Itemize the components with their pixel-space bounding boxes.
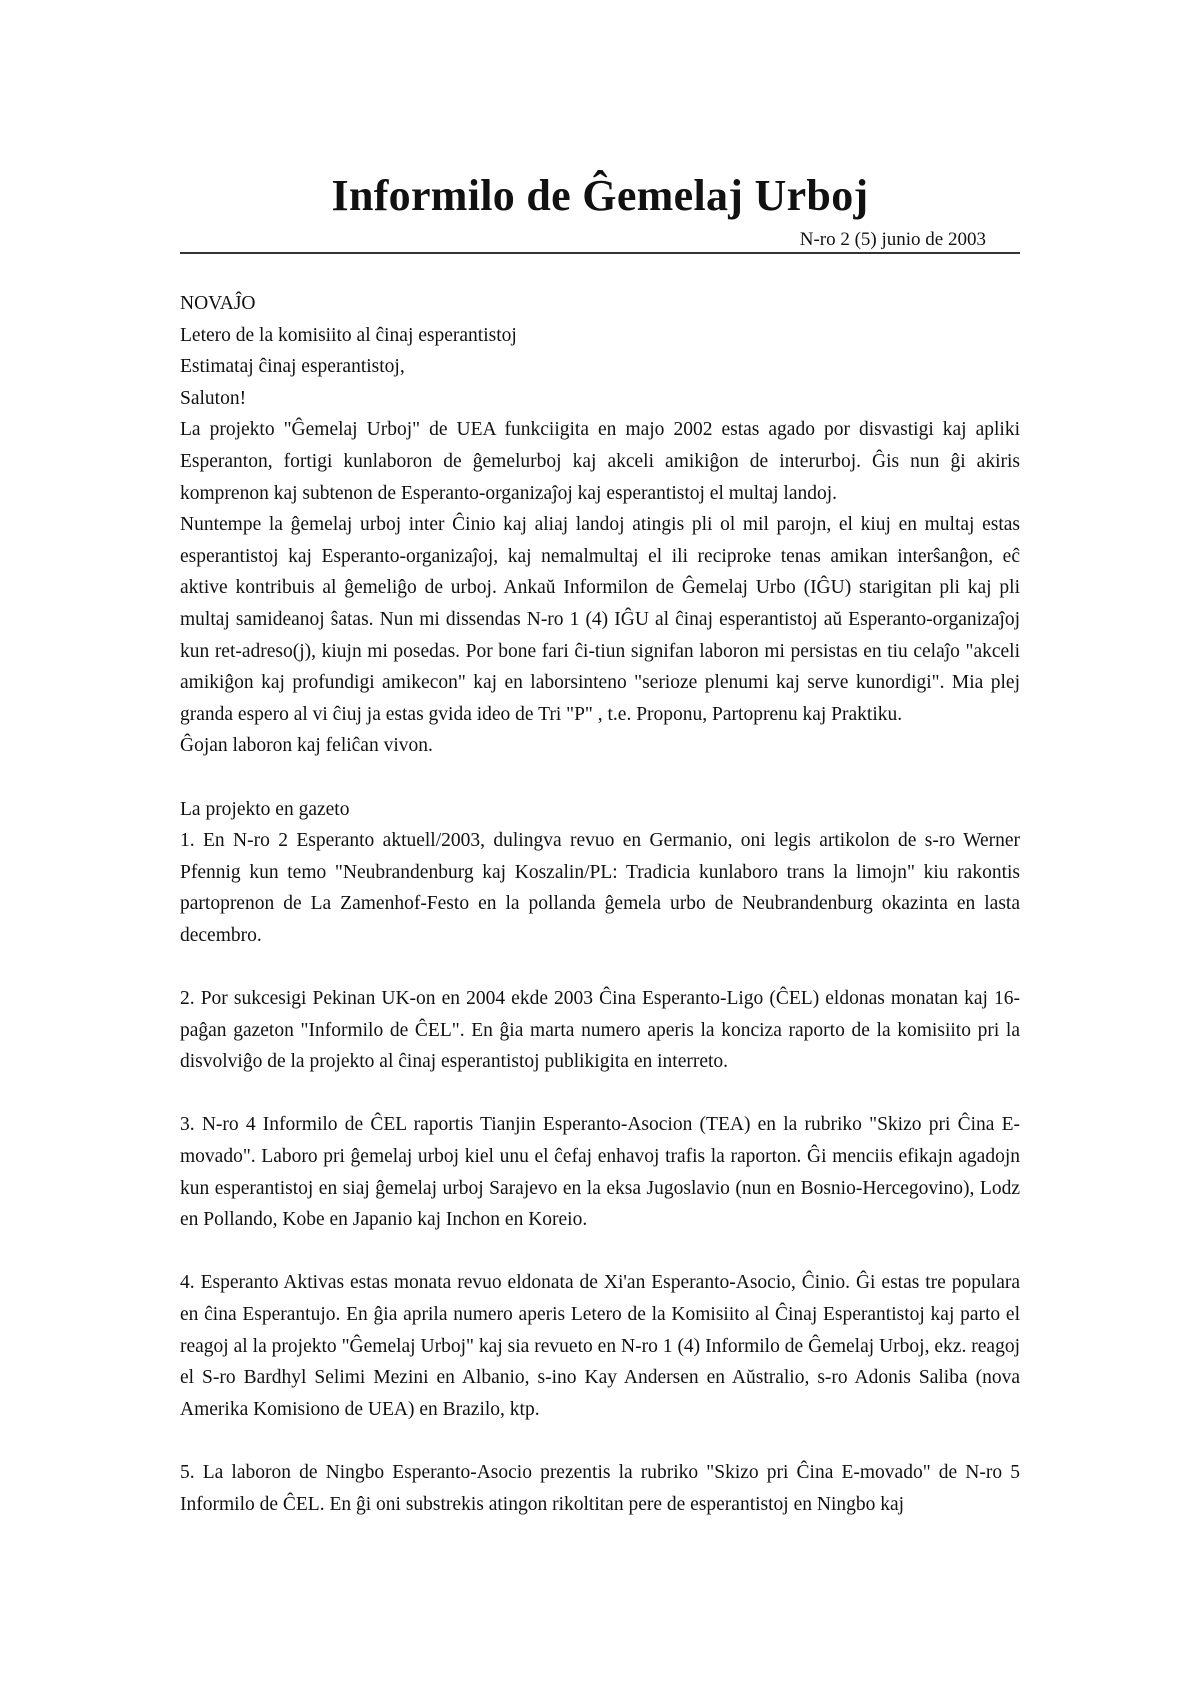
spacer (180, 1236, 1020, 1268)
spacer (180, 762, 1020, 794)
issue-info: N-ro 2 (5) junio de 2003 (799, 229, 986, 250)
letter-title: Letero de la komisiito al ĉinaj esperantistoj (180, 324, 517, 346)
section-heading: NOVAĴO (180, 293, 256, 314)
paragraph-2: Nuntempe la ĝemelaj urboj inter Ĉinio kaj aliaj landoj atingis pli ol mil parojn, el kiuj en multaj estas esperantistoj kaj Esperanto-organizaĵoj, kaj nemalmultaj el ili reciproke tenas amikan interŝanĝon, eĉ aktive kontribuis al ĝemeliĝo de urboj. Ankaŭ Informilon de Ĝemelaj Urbo (IĜU) starigitan pli kaj pli multaj samideanoj ŝatas. Nun mi dissendas N-ro 1 (4) IĜU al ĉinaj esperantistoj aŭ Esperanto-organizaĵoj kun ret-adreso(j), kiujn mi posedas. Por bone fari ĉi-tiun signifan laboron mi persistas en tiu celaĵo "akceli amikiĝon kaj profundigi amikecon" kaj en laborsinteno "serioze plenumi kaj serve kunordigi". Mia plej granda espero al vi ĉiuj ja estas gvida ideo de Tri "P" , t.e. Proponu, Partoprenu kaj Praktiku. (180, 514, 1020, 725)
press-heading: La projekto en gazeto (180, 798, 350, 820)
press-item-3: 3. N-ro 4 Informilo de ĈEL raportis Tianjin Esperanto-Asocion (TEA) en la rubriko "Skizo pri Ĉina E-movado". Laboro pri ĝemelaj urboj kiel unu el ĉefaj enhavoj trafis la raporton. Ĝi menciis efikajn agadojn kun esperantistoj en siaj ĝemelaj urboj Sarajevo en la eksa Jugoslavio (nun en Bosnio-Hercegovino), Lodz en Pollando, Kobe en Japanio kaj Inchon en Koreio. (180, 1114, 1020, 1231)
salutation: Estimataj ĉinaj esperantistoj, (180, 356, 405, 378)
press-item-2: 2. Por sukcesigi Pekinan UK-on en 2004 ekde 2003 Ĉina Esperanto-Ligo (ĈEL) eldonas monatan kaj 16-paĝan gazeton "Informilo de ĈEL". En ĝia marta numero aperis la konciza raporto de la komisiito pri la disvolviĝo de la projekto al ĉinaj esperantistoj publikigita en interreto. (180, 988, 1020, 1073)
header-rule (180, 252, 1020, 254)
page-title: Informilo de Ĝemelaj Urboj (331, 171, 869, 220)
spacer (180, 1078, 1020, 1110)
press-item-1: 1. En N-ro 2 Esperanto aktuell/2003, dulingva revuo en Germanio, oni legis artikolon de s-ro Werner Pfennig kun temo "Neubrandenburg kaj Koszalin/PL: Tradicia kunlaboro trans la limojn" kiu rakontis partoprenon de La Zamenhof-Festo en la pollanda ĝemela urbo de Neubrandenburg okazinta en lasta decembro. (180, 830, 1020, 946)
closing-line: Ĝojan laboron kaj feliĉan vivon. (180, 735, 433, 757)
greeting: Saluton! (180, 387, 247, 409)
document-body (180, 288, 1020, 1520)
spacer (180, 951, 1020, 983)
press-item-4: 4. Esperanto Aktivas estas monata revuo eldonata de Xi'an Esperanto-Asocio, Ĉinio. Ĝi estas tre populara en ĉina Esperantujo. En ĝia aprila numero aperis Letero de la Komisiito al Ĉinaj Esperantistoj kaj parto el reagoj al la projekto "Ĝemelaj Urboj" kaj sia revueto en N-ro 1 (4) Informilo de Ĝemelaj Urboj, ekz. reagoj el S-ro Bardhyl Selimi Mezini en Albanio, s-ino Kay Andersen en Aŭstralio, s-ro Adonis Saliba (nova Amerika Komisiono de UEA) en Brazilo, ktp. (180, 1272, 1020, 1420)
paragraph-1: La projekto "Ĝemelaj Urboj" de UEA funkciigita en majo 2002 estas agado por disvastigi kaj apliki Esperanton, fortigi kunlaboron de ĝemelurboj kaj akceli amikiĝon de interurboj. Ĝis nun ĝi akiris komprenon kaj subtenon de Esperanto-organizaĵoj kaj esperantistoj el multaj landoj. (180, 419, 1020, 504)
spacer (180, 1425, 1020, 1457)
press-item-5: 5. La laboron de Ningbo Esperanto-Asocio prezentis la rubriko "Skizo pri Ĉina E-movado" de N-ro 5 Informilo de ĈEL. En ĝi oni substrekis atingon rikoltitan pere de esperantistoj en Ningbo kaj (180, 1461, 1020, 1515)
